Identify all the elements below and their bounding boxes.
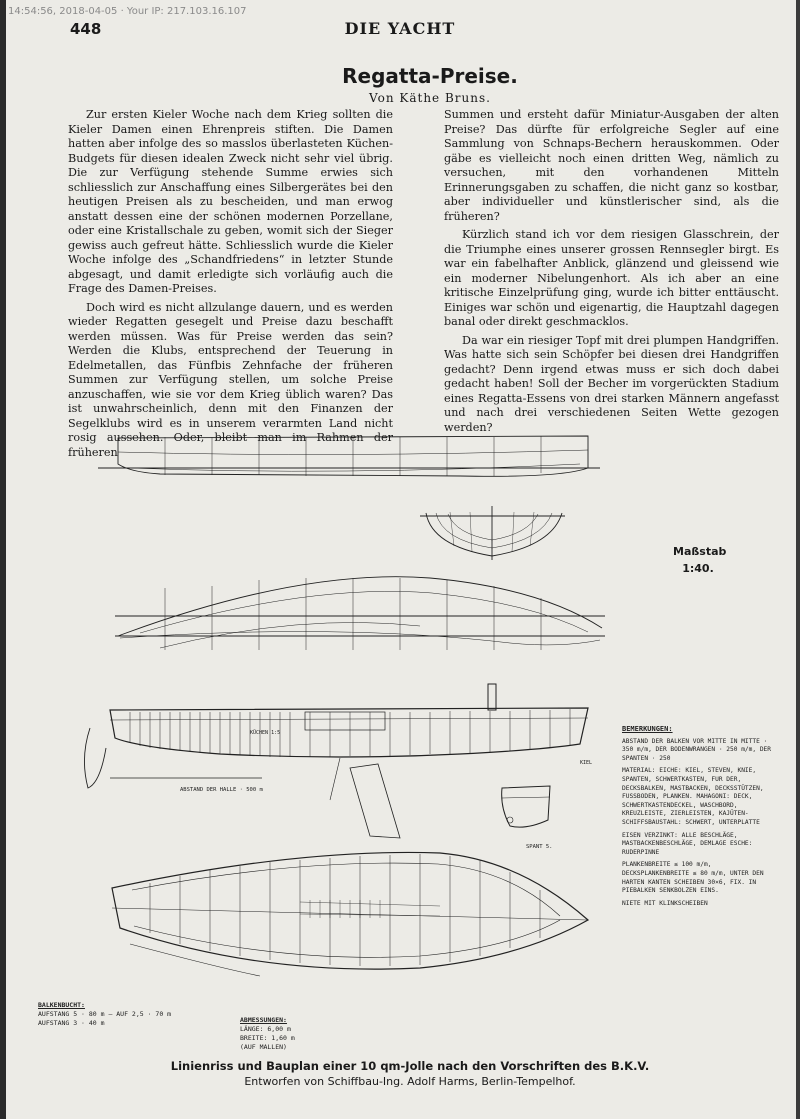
scale-label-value: 1:40. [682, 562, 714, 575]
page-edge-right [796, 0, 800, 1119]
text-column-right [444, 108, 779, 439]
scale-label [673, 543, 727, 577]
article-byline: Von Käthe Bruns. [369, 91, 491, 105]
drawing-label-abstand: ABSTAND DER HALLE · 500 m [180, 787, 263, 793]
dimensions-line: BREITE: 1,60 m [240, 1034, 295, 1042]
frame-section-detail [502, 786, 550, 827]
deck-plan [112, 852, 588, 976]
article-title: Regatta-Preise. [342, 64, 518, 88]
balkenbucht-line: AUFSTANG 5 · 80 m — AUF 2,5 · 70 m [38, 1010, 172, 1018]
figure-caption-title: Linienriss und Bauplan einer 10 qm-Jolle nach den Vorschriften des B.K.V. [170, 1059, 650, 1073]
balkenbucht-box [38, 1001, 208, 1028]
sheer-plan [98, 436, 600, 476]
note-item: NIETE MIT KLINKSCHEIBEN [622, 899, 708, 907]
drawing-label-spant: SPANT 5. [526, 844, 553, 850]
note-item: MATERIAL: EICHE: KIEL, STEVEN, KNIE, SPANTEN, SCHWERTKASTEN, FUR DER, DECKSBALKEN, MASTBACKEN, DECKSSTÜTZEN, FUSSBODEN, PLANKEN. MAHAGONI: DECK, SCHWERTKASTENDECKEL, WASCHBORD, KREUZLEISTE, ZIERLEISTEN, KAJÜTEN-SCHIFFSBAUSTAHL: SCHWERT, UNTERPLATTE [622, 767, 764, 826]
dimensions-box [240, 1016, 400, 1052]
paragraph: Da war ein riesiger Topf mit drei plumpen Handgriffen. Was hatte sich sein Schöpfer bei diesen drei Handgriffen gedacht? Denn irgend etwas muss er sich doch dabei gedacht haben! Soll der Becher im vorgerückten Stadium eines Regatta-Essens von drei starken Männern angefasst und nach drei verschiedenen Seiten Wette gezogen werden? [444, 333, 779, 434]
page-edge-left [0, 0, 6, 1119]
half-breadth-plan [115, 577, 605, 650]
balkenbucht-line: AUFSTANG 3 · 40 m [38, 1019, 105, 1027]
balkenbucht-heading: BALKENBUCHT: [38, 1001, 85, 1009]
paragraph: Zur ersten Kieler Woche nach dem Krieg sollten die Kieler Damen einen Ehrenpreis stiften. Die Damen hatten aber infolge des so masslos überlasteten Küchen-Budgets für diesen idealen Zweck nicht sehr viel übrig. Die zur Verfügung stehende Summe erwies sich schliesslich zur Anschaffung eines Silbergerätes bei den heutigen Preisen als zu bescheiden, und man erwog anstatt dessen eine der schönen modernen Porzellane, oder eine Kristallschale zu geben, womit sich der Sieger gewiss auch gefreut hätte. Schliesslich wurde die Kieler Woche infolge des „Schandfriedens“ in letzter Stunde abgesagt, und damit erledigte sich vorläufig auch die Frage des Damen-Preises. [68, 108, 393, 295]
paragraph: Doch wird es nicht allzulange dauern, und es werden wieder Regatten gesegelt und Preise dazu beschafft werden müssen. Was für Preise werden das sein? Werden die Klubs, entsprechend der Teuerung in Edelmetallen, das Fünfbis Zehnfache der früheren Summen zur Verfügung stellen, um solche Preise anzuschaffen, wie sie vor dem Krieg üblich waren? Das ist unwahrscheinlich, denn mit den Finanzen der Segelklubs wird es in unserem verarmten Land nicht rosig aussehen. Oder, bleibt man im Rahmen der früheren [68, 300, 393, 459]
drawing-label-kuechen: KÜCHEN 1:5 [250, 730, 281, 736]
scale-label-word: Maßstab [673, 545, 727, 558]
drawing-label-kiel: KIEL [580, 760, 593, 766]
figure-caption-credit: Entworfen von Schiffbau-Ing. Adolf Harms, Berlin-Tempelhof. [244, 1075, 576, 1088]
note-item: PLANKENBREITE ≤ 100 m/m, DECKSPLANKENBREITE ≤ 80 m/m, UNTER DEN HARTEN KANTEN SCHEIBEN 30×6, FIX. IN PIEBALKEN SENKBOLZEN EINS. [622, 861, 764, 895]
running-head: DIE YACHT [344, 19, 456, 38]
page-number: 448 [70, 20, 102, 38]
dimensions-line: LÄNGE: 6,00 m [240, 1025, 291, 1033]
paragraph: Summen und ersteht dafür Miniatur-Ausgaben der alten Preise? Das dürfte für erfolgreiche Segler auf eine Sammlung von Schnaps-Bechern herauskommen. Oder gäbe es vielleicht noch einen dritten Weg, nämlich zu versuchen, mit den vorhandenen Mitteln Erinnerungsgaben zu schaffen, die nicht ganz so kostbar, aber individueller und künstlerischer sind, als die früheren? [444, 108, 779, 223]
access-stamp: 14:54:56, 2018-04-05 · Your IP: 217.103.16.107 [8, 6, 247, 17]
dimensions-heading: ABMESSUNGEN: [240, 1016, 287, 1024]
text-column-left [68, 108, 393, 464]
notes-heading: BEMERKUNGEN: [622, 725, 673, 733]
construction-profile [84, 684, 588, 838]
construction-notes [622, 725, 782, 912]
paragraph: Kürzlich stand ich vor dem riesigen Glasschrein, der die Triumphe eines unserer grossen Rennsegler birgt. Es war ein fabelhafter Anblick, glänzend und gleissend wie ein moderner Nibelungenhort. Als ich aber an eine kritische Einzelprüfung ging, wurde ich bitter enttäuscht. Einiges war schön und eigenartig, die Hauptzahl dagegen banal oder direkt geschmacklos. [444, 228, 779, 328]
body-plan [420, 506, 565, 560]
note-item: ABSTAND DER BALKEN VOR MITTE IN MITTE · 350 m/m, DER BODENWRANGEN · 250 m/m, DER SPANTEN · 250 [622, 737, 772, 762]
dimensions-line: (AUF MALLEN) [240, 1043, 287, 1051]
note-item: EISEN VERZINKT: ALLE BESCHLÄGE, MASTBACKENBESCHLÄGE, DEMLAGE ESCHE: RUDERPINNE [622, 831, 753, 856]
